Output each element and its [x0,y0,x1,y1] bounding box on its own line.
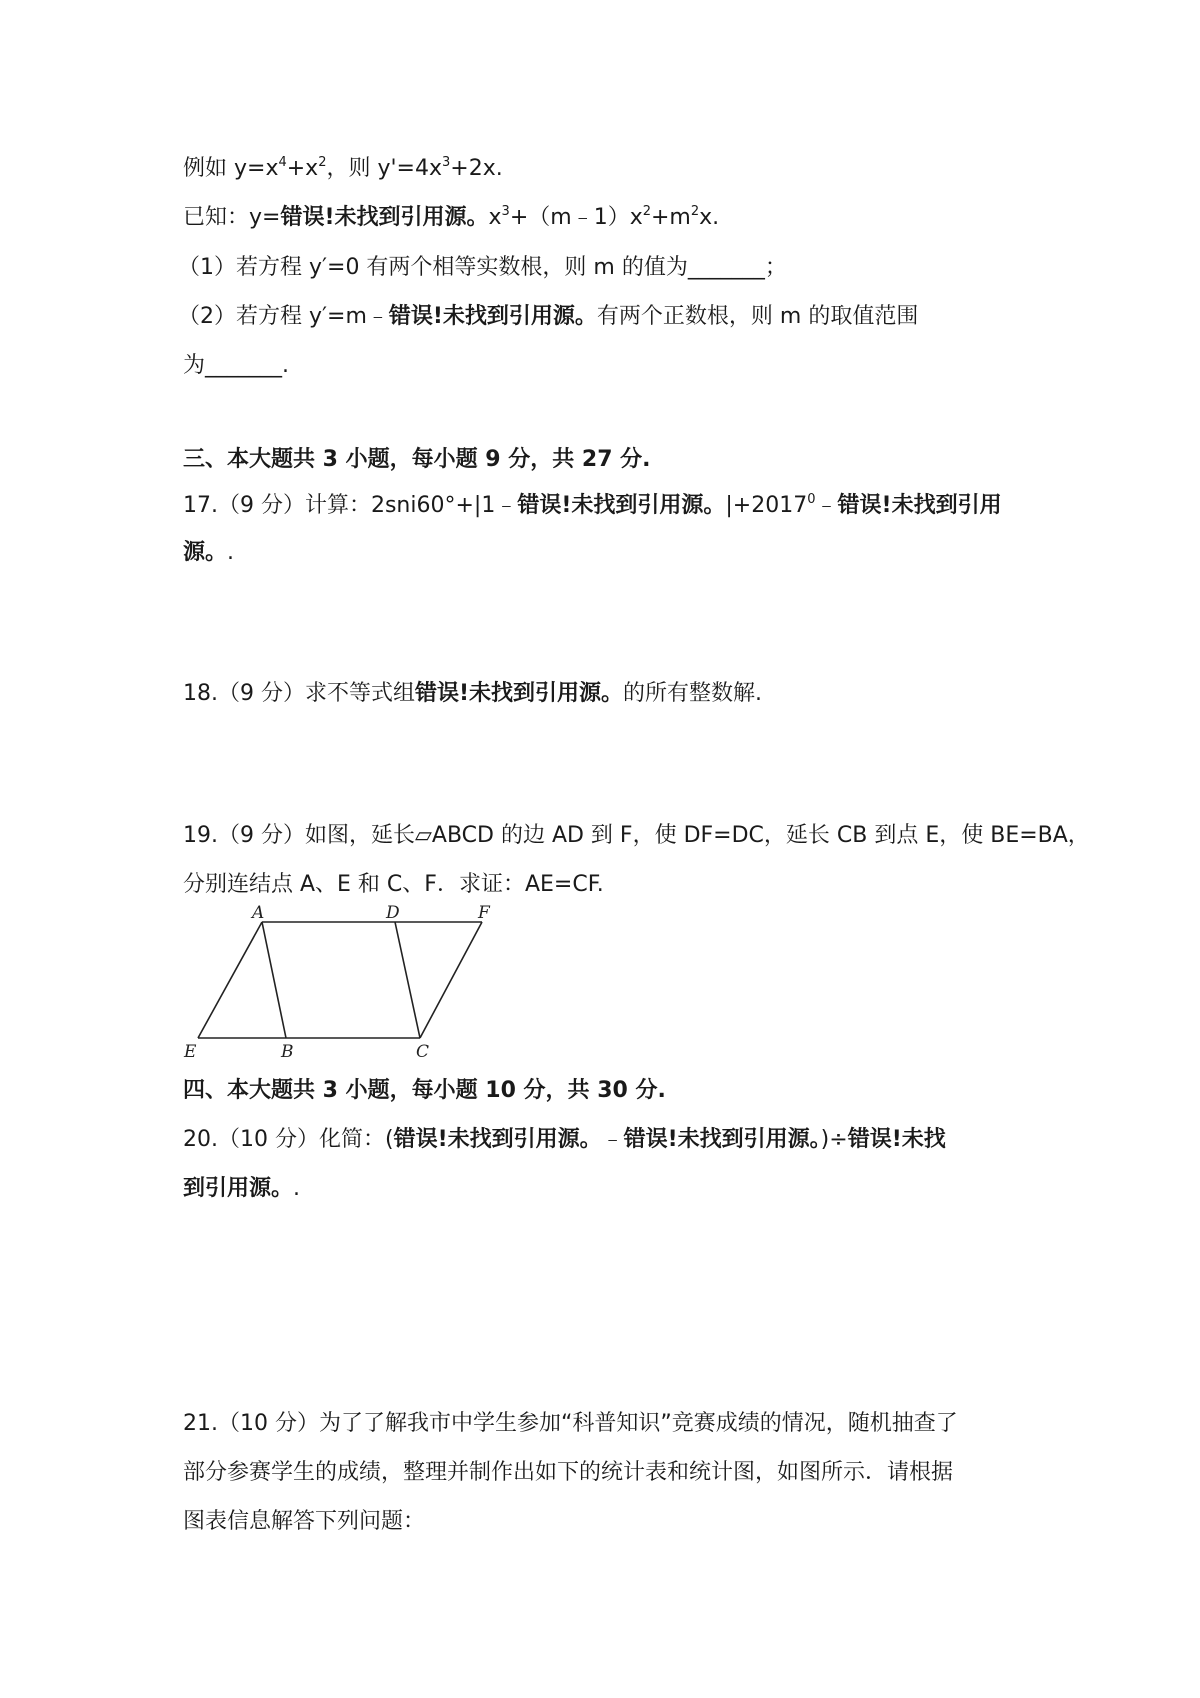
reference-error: 错误!未找到引用源。 [623,1127,821,1152]
example-line [183,153,503,185]
exponent: 2 [642,204,651,219]
text: 20.（10 分）化简：( [183,1127,394,1152]
text: 18.（9 分）求不等式组 [183,681,415,706]
text: 的所有整数解. [623,681,763,706]
text: |+2017 [725,493,808,518]
text: +x [286,156,319,181]
reference-error: 到引用源。 [183,1176,294,1201]
question-18 [183,678,762,710]
label-f: F [478,905,490,923]
reference-error: 错误!未找到引用源。 [517,493,726,518]
text: x. [699,205,720,230]
reference-error: 错误!未找到引用源。 [388,304,597,329]
segment-ab [262,922,286,1038]
exponent: 4 [278,155,287,170]
reference-error: 错误!未找到引用源。 [280,205,489,230]
label-d: D [386,905,400,923]
section-3-heading: 三、本大题共 3 小题，每小题 9 分，共 27 分. [183,447,651,472]
label-c: C [416,1042,430,1060]
label-b: B [281,1042,294,1060]
text: +m [651,205,691,230]
reference-error: 错误!未找到引用 [837,493,1002,518]
text: ﹣ [815,493,838,518]
text: ，则 y'=4x [326,156,442,181]
text: 为_______. [183,353,289,378]
exponent: 3 [501,204,510,219]
parallelogram-figure [180,905,510,1060]
question-17-line2 [183,537,234,569]
text: 17.（9 分）计算：2sni60°+|1﹣ [183,493,518,518]
question-2-line1 [178,301,918,333]
reference-error: 源。 [183,540,228,565]
question-2-line2 [183,350,289,382]
text: )÷ [820,1127,848,1152]
text: 有两个正数根，则 m 的取值范围 [596,304,919,329]
text: . [293,1176,301,1201]
text: 例如 y=x [183,156,279,181]
text: +2x. [450,156,503,181]
question-21-line3: 图表信息解答下列问题： [183,1509,426,1534]
text: . [227,540,235,565]
question-21-line1: 21.（10 分）为了了解我市中学生参加“科普知识”竞赛成绩的情况，随机抽查了 [183,1411,958,1436]
text: 已知：y= [183,205,281,230]
exponent: 2 [690,204,700,219]
exponent: 3 [442,155,451,170]
exponent: 2 [318,155,327,170]
question-1 [178,252,787,284]
text: +（m﹣1）x [509,205,643,230]
question-20-line1 [183,1124,946,1156]
text: （2）若方程 y′=m﹣ [178,304,389,329]
reference-error: 错误!未找到引用源。 [414,681,624,706]
exponent: 0 [807,492,816,507]
text: （1）若方程 y′=0 有两个相等实数根，则 m 的值为_______； [178,255,787,280]
question-19-line1: 19.（9 分）如图，延长▱ABCD 的边 AD 到 F，使 DF=DC，延长 CB 到点 E，使 BE=BA， [183,823,1090,848]
reference-error: 错误!未找 [847,1127,946,1152]
question-20-line2 [183,1173,300,1205]
text: ﹣ [601,1127,624,1152]
text: x [488,205,502,230]
label-a: A [252,905,265,923]
section-4-heading: 四、本大题共 3 小题，每小题 10 分，共 30 分. [183,1078,666,1103]
question-21-line2: 部分参赛学生的成绩，整理并制作出如下的统计表和统计图，如图所示．请根据 [183,1460,954,1485]
question-19-line2: 分别连结点 A、E 和 C、F．求证：AE=CF. [183,872,604,897]
reference-error: 错误!未找到引用源。 [393,1127,602,1152]
label-e: E [184,1042,197,1060]
segment-ae [198,922,262,1038]
segment-fc [420,922,482,1038]
question-17-line1 [183,490,1002,522]
known-line [183,202,719,234]
segment-dc [395,922,420,1038]
